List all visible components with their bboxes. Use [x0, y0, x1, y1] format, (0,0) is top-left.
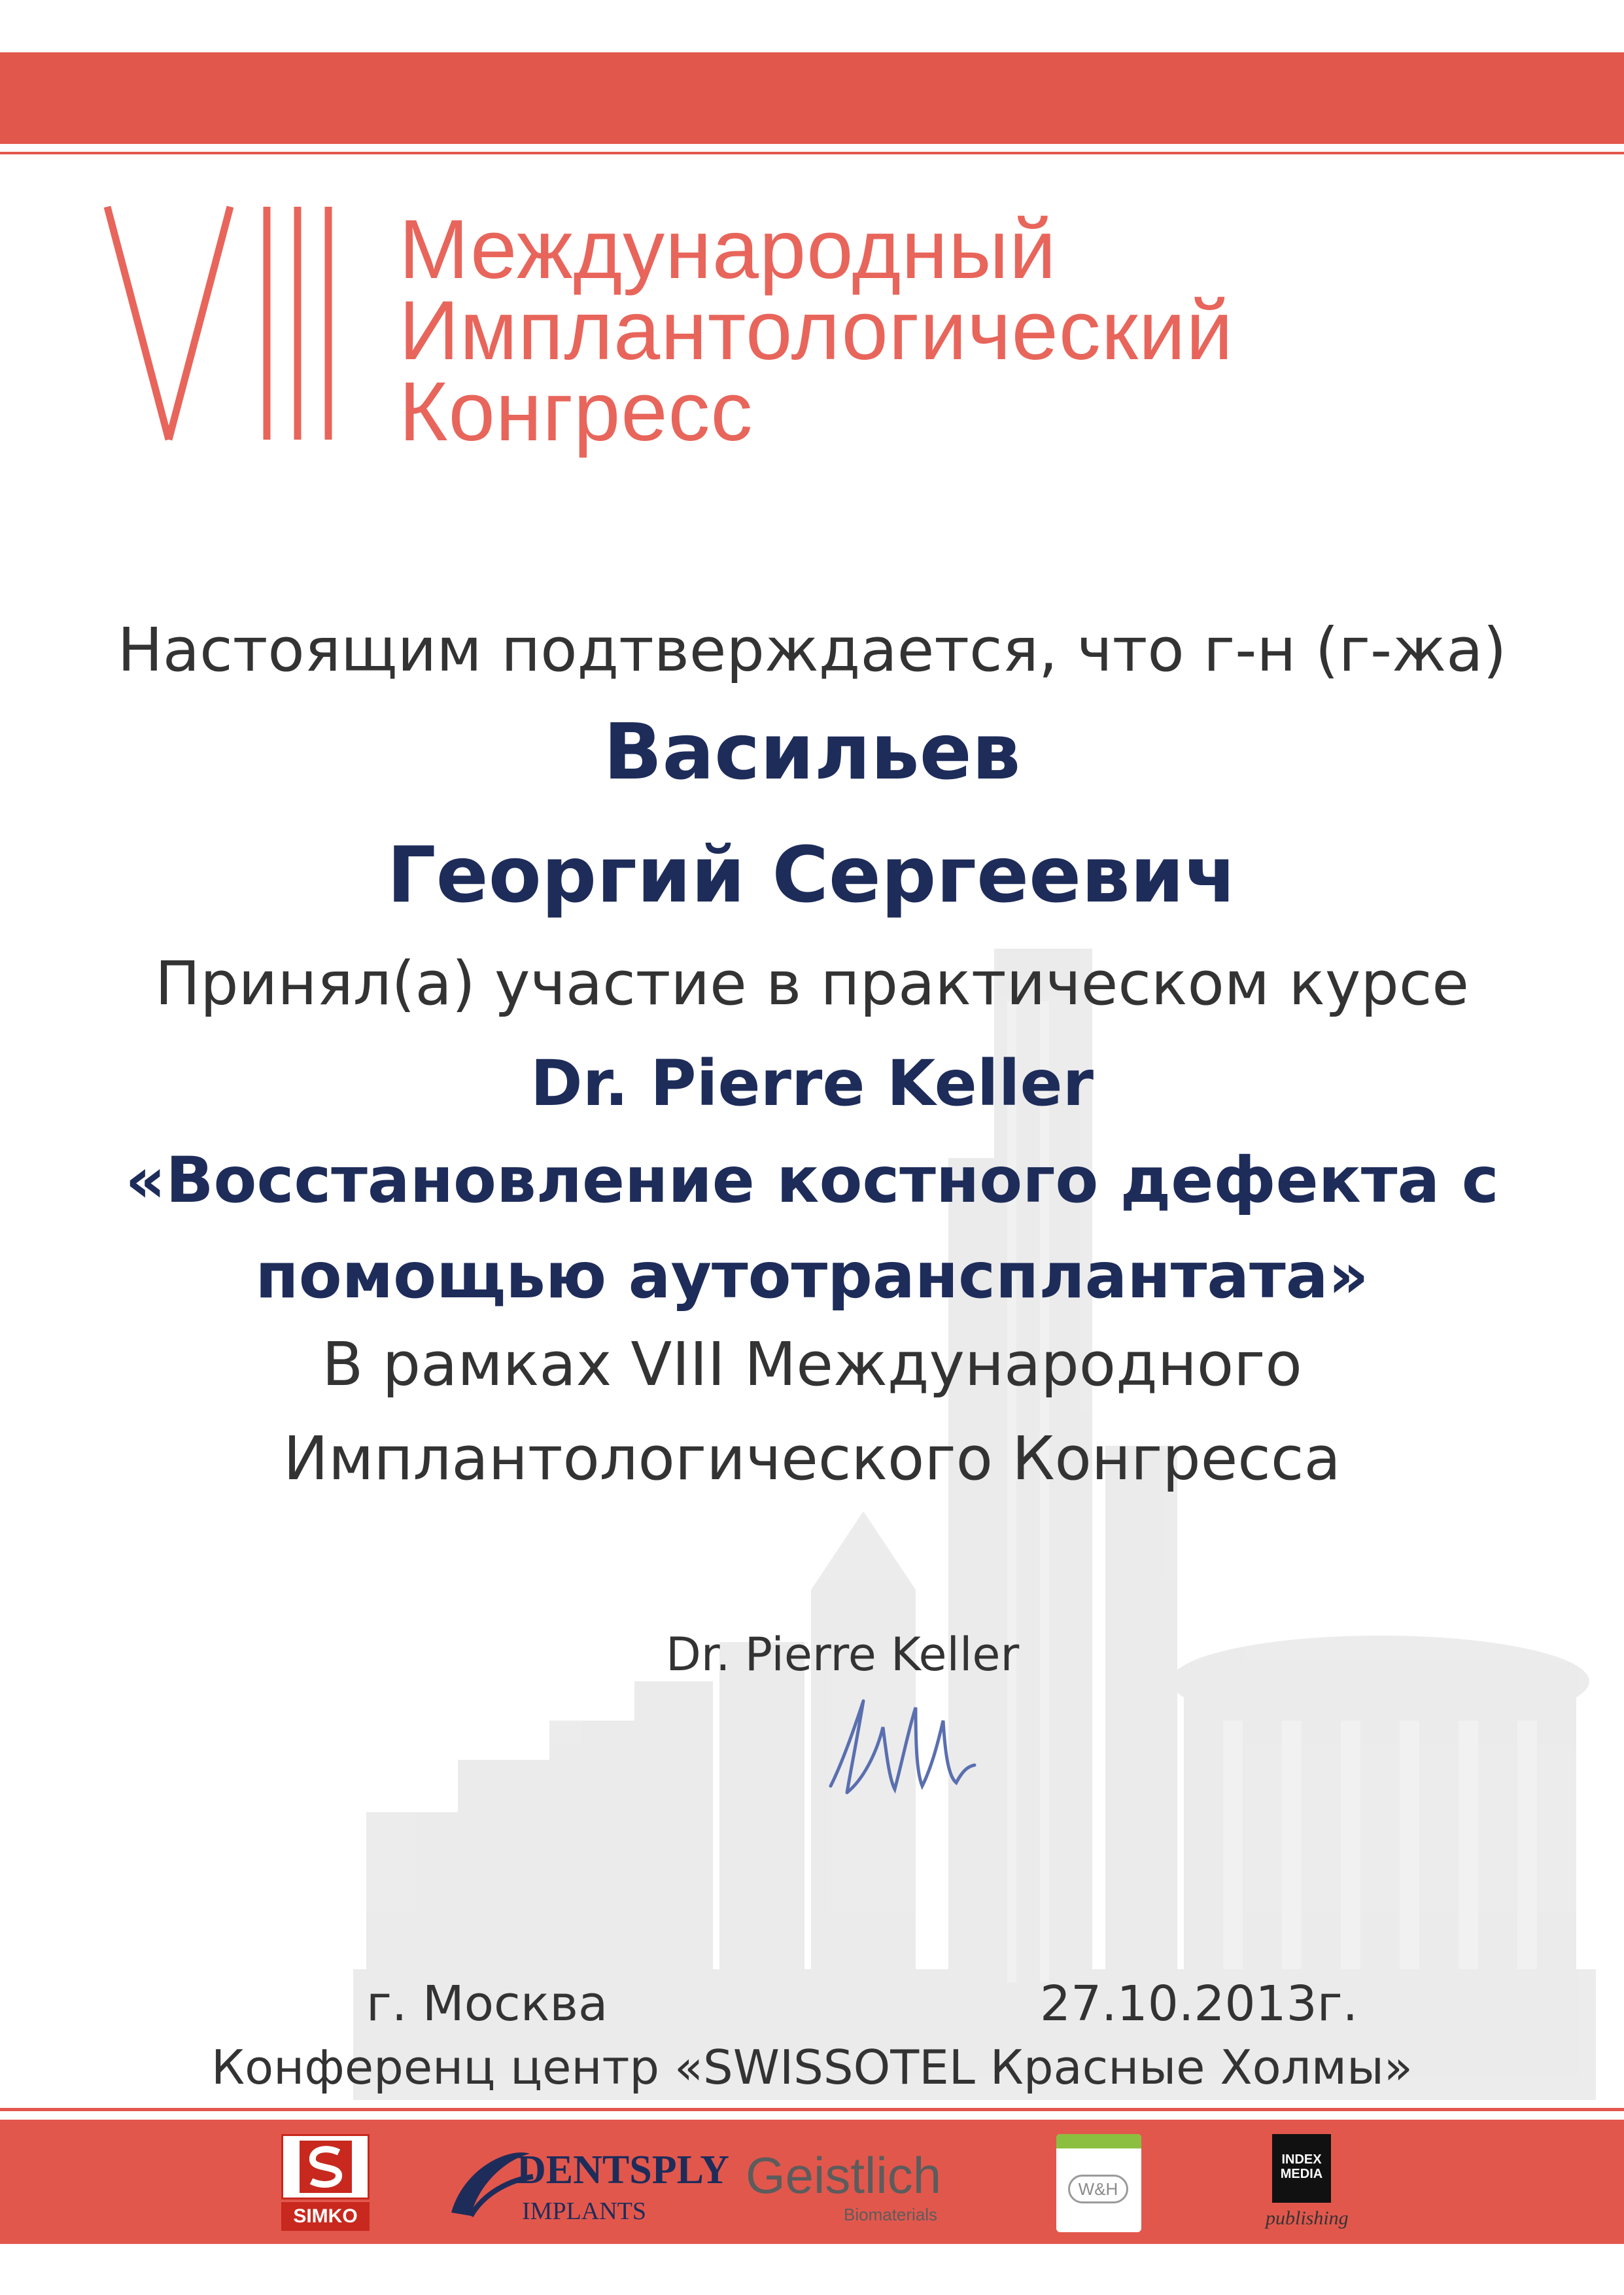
sponsor-wh — [1056, 2134, 1141, 2232]
top-red-band — [0, 52, 1624, 144]
moscow-skyline-watermark — [353, 949, 1596, 2100]
sponsor-dentsply — [445, 2134, 730, 2232]
geistlich-sub: Biomaterials — [844, 2205, 938, 2224]
congress-logo — [98, 203, 1537, 459]
brand-line-1: Международный — [399, 203, 1057, 296]
participation-line: Принял(а) участие в практическом курсе — [154, 949, 1470, 1019]
top-red-rule — [0, 152, 1624, 154]
index-media-block — [1272, 2134, 1331, 2203]
sponsor-index-media — [1259, 2134, 1349, 2232]
roman-numeral-viii — [98, 203, 347, 445]
sponsor-simko — [281, 2134, 370, 2232]
wh-panel — [1056, 2134, 1141, 2232]
lecturer-name: Dr. Pierre Keller — [530, 1047, 1094, 1120]
index-line-1: INDEX — [1281, 2152, 1322, 2167]
dentsply-sub: IMPLANTS — [522, 2198, 647, 2225]
event-date: 27.10.2013г. — [1040, 1976, 1358, 2032]
brand-line-2: Имплантологический — [399, 284, 1234, 377]
recipient-given-names: Георгий Сергеевич — [387, 830, 1237, 920]
wh-green-strip — [1056, 2134, 1141, 2148]
wh-badge: W&H — [1068, 2175, 1128, 2203]
event-city: г. Москва — [366, 1976, 608, 2032]
course-title-line-1: «Восстановление костного дефекта с — [125, 1144, 1499, 1217]
handwritten-signature — [818, 1681, 988, 1806]
event-venue: Конференц центр «SWISSOTEL Красные Холмы» — [211, 2040, 1413, 2095]
geistlich-name: Geistlich — [746, 2146, 942, 2204]
simko-name: SIMKO — [281, 2202, 370, 2231]
simko-icon — [281, 2134, 370, 2199]
signer-name: Dr. Pierre Keller — [666, 1628, 1020, 1681]
index-line-2: MEDIA — [1280, 2167, 1323, 2181]
context-line-2: Имплантологического Конгресса — [283, 1424, 1341, 1494]
bottom-red-rule — [0, 2108, 1624, 2111]
sponsor-geistlich — [746, 2134, 961, 2232]
confirmation-line: Настоящим подтверждается, что г-н (г-жа) — [117, 615, 1507, 685]
context-line-1: В рамках VIII Международного — [322, 1329, 1302, 1399]
course-title-line-2: помощью аутотрансплантата» — [255, 1239, 1369, 1312]
recipient-surname: Васильев — [603, 707, 1021, 797]
congress-name — [399, 203, 1234, 459]
brand-line-3: Конгресс — [399, 365, 753, 459]
index-script: publishing — [1266, 2207, 1349, 2229]
dentsply-name: DENTSPLY — [517, 2148, 730, 2192]
